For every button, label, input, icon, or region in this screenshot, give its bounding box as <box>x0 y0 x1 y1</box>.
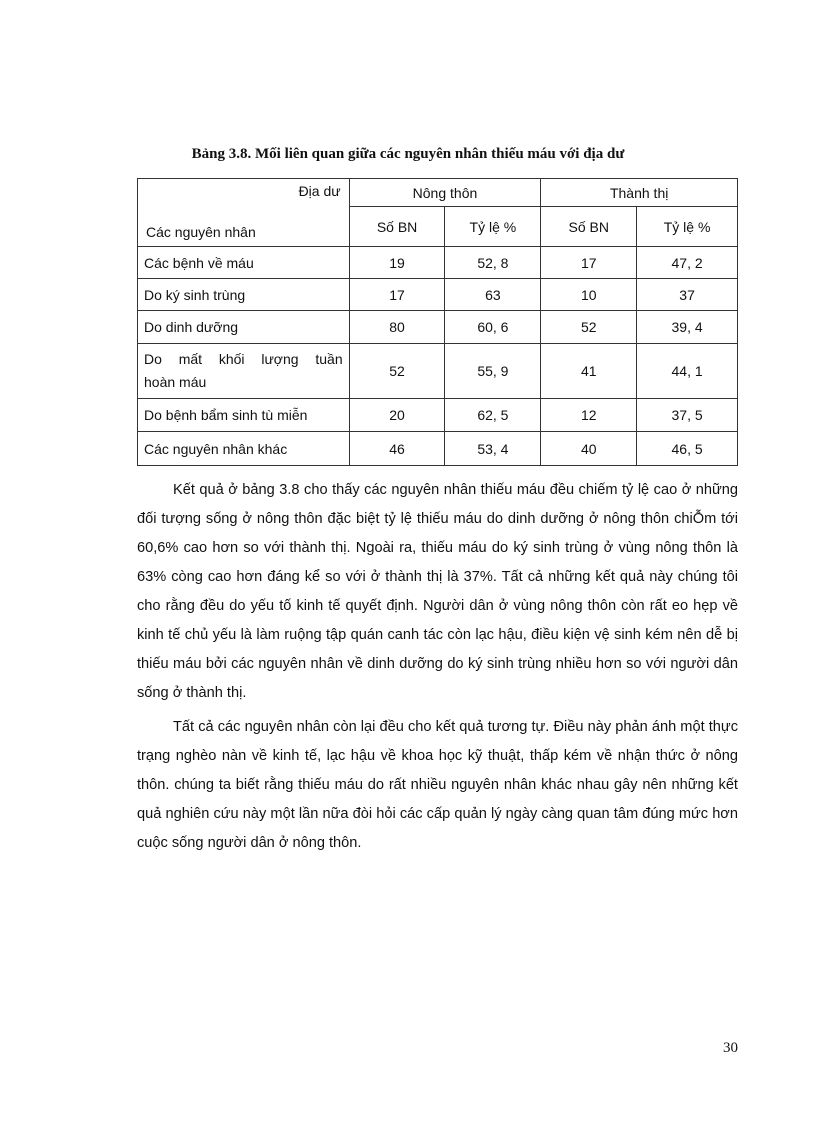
cause-line: Do mất khối lượng tuần <box>144 351 343 367</box>
value-cell: 17 <box>349 279 445 311</box>
table-corner-cell <box>138 179 350 247</box>
value-cell: 12 <box>541 399 637 432</box>
cause-cell: Các nguyên nhân khác <box>138 432 350 466</box>
value-cell: 17 <box>541 247 637 279</box>
value-cell: 63 <box>445 279 541 311</box>
value-cell: 80 <box>349 311 445 344</box>
table-row <box>138 399 738 432</box>
value-cell: 47, 2 <box>637 247 738 279</box>
value-cell: 46 <box>349 432 445 466</box>
subheader-cell: Số BN <box>349 207 445 247</box>
cause-cell: Các bệnh về máu <box>138 247 350 279</box>
table-caption: Bảng 3.8. Mối liên quan giữa các nguyên nhân thiếu máu với địa dư <box>191 146 625 162</box>
table-row <box>138 311 738 344</box>
table-row <box>138 279 738 311</box>
value-cell: 52 <box>349 344 445 399</box>
subheader-cell: Số BN <box>541 207 637 247</box>
paragraph: Kết quả ở bảng 3.8 cho thấy các nguyên nhân thiếu máu đều chiếm tỷ lệ cao ở những đối tượng sống ở nông thôn đặc biệt tỷ lệ thiếu máu do dinh dưỡng ở nông thôn chiỖm tới 60,6% cao hơn so với thành thị. Ngoài ra, thiếu máu do ký sinh trùng ở vùng nông thôn là 63% còng cao hơn đáng kể so với ở thành thị là 37%. Tất cả những kết quả này chúng tôi cho rằng đều do yếu tố kinh tế quyết định. Người dân ở vùng nông thôn còn rất eo hẹp về kinh tế chủ yếu là làm ruộng tập quán canh tác còn lạc hậu, điều kiện vệ sinh kém nên dễ bị thiếu máu bởi các nguyên nhân về dinh dưỡng do ký sinh trùng nhiều hơn so với người dân sống ở thành thị. <box>137 482 738 701</box>
table-header-row <box>138 179 738 207</box>
group-header-urban: Thành thị <box>541 179 738 207</box>
table-row <box>138 432 738 466</box>
table-row <box>138 344 738 399</box>
value-cell: 40 <box>541 432 637 466</box>
anemia-cause-table <box>137 178 738 466</box>
cause-line: hoàn máu <box>144 374 207 390</box>
value-cell: 44, 1 <box>637 344 738 399</box>
page-number: 30 <box>723 1040 738 1056</box>
body-text <box>137 476 738 858</box>
value-cell: 20 <box>349 399 445 432</box>
table-row <box>138 247 738 279</box>
value-cell: 52 <box>541 311 637 344</box>
cause-cell: Do dinh dưỡng <box>138 311 350 344</box>
subheader-cell: Tỷ lệ % <box>445 207 541 247</box>
value-cell: 52, 8 <box>445 247 541 279</box>
subheader-cell: Tỷ lệ % <box>637 207 738 247</box>
value-cell: 39, 4 <box>637 311 738 344</box>
value-cell: 62, 5 <box>445 399 541 432</box>
value-cell: 37, 5 <box>637 399 738 432</box>
cause-cell: Do ký sinh trùng <box>138 279 350 311</box>
value-cell: 46, 5 <box>637 432 738 466</box>
value-cell: 37 <box>637 279 738 311</box>
cause-cell: Do bệnh bẩm sinh tù miễn <box>138 399 350 432</box>
corner-label-region: Địa dư <box>298 183 341 199</box>
value-cell: 19 <box>349 247 445 279</box>
value-cell: 41 <box>541 344 637 399</box>
value-cell: 60, 6 <box>445 311 541 344</box>
value-cell: 55, 9 <box>445 344 541 399</box>
corner-label-cause: Các nguyên nhân <box>146 224 256 240</box>
value-cell: 53, 4 <box>445 432 541 466</box>
group-header-rural: Nông thôn <box>349 179 541 207</box>
paragraph: Tất cả các nguyên nhân còn lại đều cho kết quả tương tự. Điều này phản ánh một thực trạng nghèo nàn về kinh tế, lạc hậu về khoa học kỹ thuật, thấp kém về nhận thức ở nông thôn. chúng ta biết rằng thiếu máu do rất nhiều nguyên nhân khác nhau gây nên những kết quả nghiên cứu này một lần nữa đòi hỏi các cấp quản lý ngày càng quan tâm đúng mức hơn cuộc sống người dân ở nông thôn. <box>137 719 738 851</box>
cause-cell <box>138 344 350 399</box>
value-cell: 10 <box>541 279 637 311</box>
